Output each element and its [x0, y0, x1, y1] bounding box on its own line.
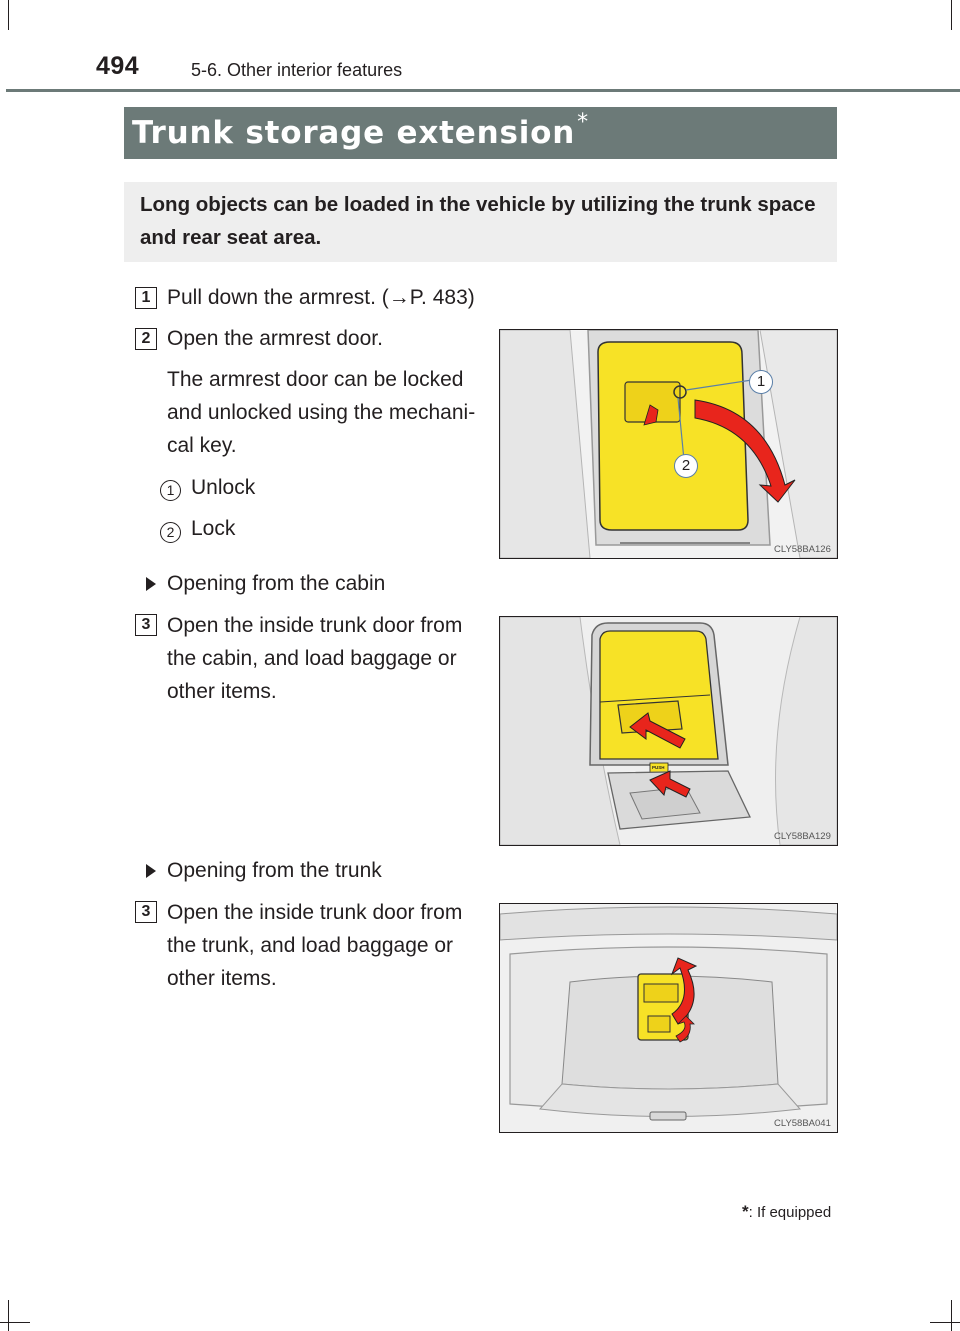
crop-mark — [8, 1300, 9, 1331]
step-number: 1 — [135, 287, 157, 309]
intro-text: Long objects can be loaded in the vehicle by utilizing the trunk space and rear seat area. — [140, 193, 816, 249]
step-number: 3 — [135, 614, 157, 636]
legend-label-lock: Lock — [191, 517, 236, 540]
footnote-marker: * — [742, 1202, 749, 1221]
armrest-illustration — [500, 330, 837, 558]
subheading-trunk: Opening from the trunk — [167, 859, 382, 882]
step-text-line: Open the inside trunk door from — [167, 614, 463, 637]
footnote — [742, 1202, 831, 1222]
figure-code: CLY58BA041 — [774, 1118, 831, 1129]
page-title — [132, 110, 589, 151]
figure-callout-1: 1 — [749, 370, 773, 394]
trunk-door-figure — [499, 903, 838, 1133]
legend-label-unlock: Unlock — [191, 476, 256, 499]
triangle-bullet-icon — [146, 864, 156, 878]
crop-mark — [951, 0, 952, 30]
step-note-line: cal key. — [167, 434, 237, 457]
crop-mark — [8, 0, 9, 30]
step-number: 2 — [135, 328, 157, 350]
header-divider — [6, 89, 960, 92]
triangle-bullet-icon — [146, 577, 156, 591]
crop-mark — [951, 1300, 952, 1331]
push-tag: PUSH — [652, 765, 665, 770]
step-text: Open the armrest door. — [167, 327, 383, 350]
crop-mark — [930, 1322, 960, 1323]
figure-code: CLY58BA129 — [774, 831, 831, 842]
equipped-marker: * — [577, 110, 589, 135]
legend-number: 1 — [160, 480, 181, 501]
step-text-line: Open the inside trunk door from — [167, 901, 463, 924]
cabin-door-figure — [499, 616, 838, 846]
step-text-line: the cabin, and load baggage or — [167, 647, 457, 670]
page-number: 494 — [96, 52, 140, 80]
trunk-illustration — [500, 904, 837, 1132]
section-title: 5-6. Other interior features — [191, 60, 403, 80]
crop-mark — [0, 1322, 30, 1323]
step-note-line: and unlocked using the mechani- — [167, 401, 476, 424]
armrest-door-figure — [499, 329, 838, 559]
page-title-text: Trunk storage extension — [132, 115, 576, 151]
figure-code: CLY58BA126 — [774, 544, 831, 555]
step-number: 3 — [135, 901, 157, 923]
footnote-text: : If equipped — [748, 1204, 832, 1221]
step-note-line: The armrest door can be locked — [167, 368, 464, 391]
figure-callout-2: 2 — [674, 454, 698, 478]
step-text-line: other items. — [167, 680, 277, 703]
subheading-cabin: Opening from the cabin — [167, 572, 386, 595]
cabin-illustration — [500, 617, 837, 845]
step-text-line: the trunk, and load baggage or — [167, 934, 454, 957]
step-text: Pull down the armrest. (→P. 483) — [167, 286, 475, 309]
step-text-line: other items. — [167, 967, 277, 990]
legend-number: 2 — [160, 522, 181, 543]
